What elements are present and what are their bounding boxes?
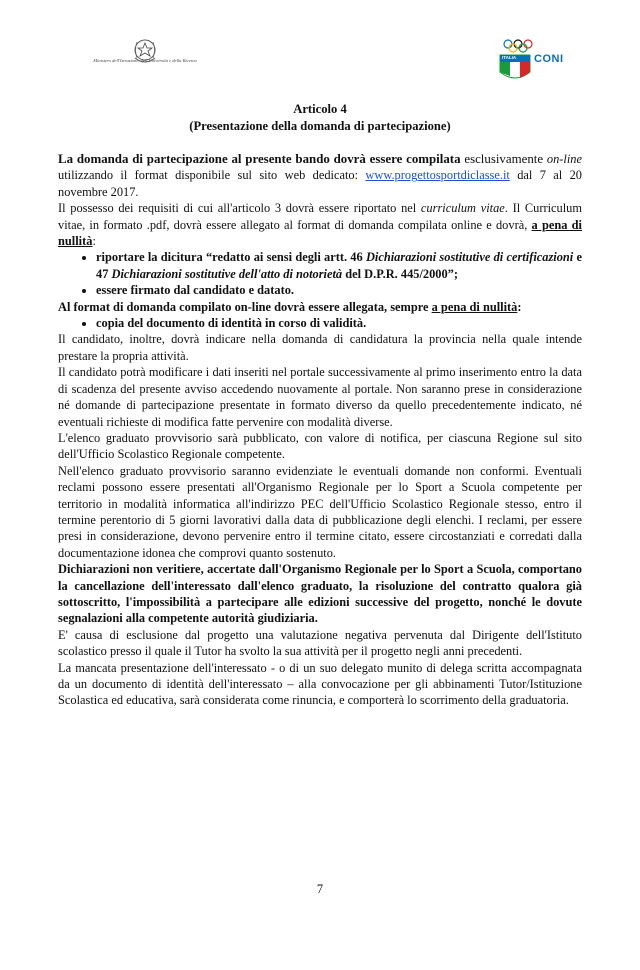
- attachment-list: [58, 315, 582, 331]
- paragraph-2: [58, 200, 582, 249]
- paragraph-4: Il candidato, inoltre, dovrà indicare nella domanda di candidatura la provincia nella quale intende prestare la propria attività.: [58, 332, 582, 363]
- paragraph-6: L'elenco graduato provvisorio sarà pubblicato, con valore di notifica, per ciascuna Regione sul sito dell'Ufficio Scolastico Regionale competente.: [58, 430, 582, 462]
- project-website-link[interactable]: www.progettosportdiclasse.it: [365, 168, 510, 183]
- p2-text-a: Il possesso dei requisiti di cui all'articolo 3 dovrà essere riportato nel: [58, 201, 421, 216]
- page-header: [0, 18, 640, 78]
- cv-requirements-list: [58, 249, 582, 298]
- list-item: • essere firmato dal candidato e datato.: [96, 282, 582, 298]
- paragraph-8: Dichiarazioni non veritiere, accertate dall'Organismo Regionale per lo Sport a Scuola, comportano la cancellazione dell'interessato dall'elenco graduato, la risoluzione del contratto qualora già sottoscritto, l'impossibilità a partecipare alle edizioni successive del progetto, nonché le dovute segnalazioni alla competente autorità giudiziaria.: [58, 562, 582, 626]
- coni-wordmark: CONI: [534, 53, 564, 65]
- p3-text-a: Al format di domanda compilato on-line dovrà essere allegata, sempre: [58, 299, 432, 314]
- paragraph-9: E' causa di esclusione dal progetto una valutazione negativa pervenuta dal Dirigente dell'Istituto scolastico presso il quale il Tutor ha svolto la sua attività per il progetto negli anni precedenti.: [58, 627, 582, 659]
- article-heading: [58, 101, 582, 135]
- paragraph-10: La mancata presentazione dell'interessato - o di un suo delegato munito di delega scritta accompagnata da un documento di identità dell'interessato – alla convocazione per gli abbinamenti Tutor/Istituzione Scolastica ed educativa, sarà considerata come rinuncia, e comporterà lo scorrimento della graduatoria.: [58, 660, 582, 708]
- article-subtitle: (Presentazione della domanda di partecipazione): [189, 119, 451, 133]
- paragraph-5: Il candidato potrà modificare i dati inseriti nel portale successivamente al primo inserimento entro la data di scadenza del presente avviso accedendo nuovamente al portale. Non saranno prese in considerazione né domande di partecipazione presentate in formato diverso da quello precedentemente indicato, né eventuali richieste di modifica fatte pervenire con modalità diverse.: [58, 365, 582, 429]
- ministry-caption: Ministero dell'Istruzione, dell'Università e della Ricerca: [93, 58, 197, 63]
- p1-text-c: dal 7 al 20 novembre 2017.: [58, 168, 582, 199]
- p2-text-b: . Il Curriculum vitae, in formato .pdf, dovrà essere allegato al format di domanda compilata online e dovrà,: [58, 201, 582, 232]
- p1-bold-text: La domanda di partecipazione al presente bando dovrà essere compilata: [58, 152, 461, 166]
- p2-penalty-text: a pena di nullità: [58, 217, 582, 249]
- page-number: 7: [316, 882, 324, 896]
- p3-penalty-text: a pena di nullità: [431, 299, 518, 314]
- italia-label: ITALIA: [502, 55, 517, 60]
- p1-online-text: on-line: [546, 152, 583, 166]
- p2-text-c: :: [92, 234, 96, 249]
- p1-text-b: utilizzando il format disponibile sul sito web dedicato:: [58, 168, 366, 183]
- paragraph-1: [58, 151, 582, 200]
- list-item: • copia del documento di identità in corso di validità.: [96, 315, 582, 331]
- paragraph-3: [58, 299, 582, 315]
- p3-text-b: :: [517, 299, 522, 314]
- paragraph-7: Nell'elenco graduato provvisorio saranno evidenziate le eventuali domande non conformi. Eventuali reclami possono essere presentati all'Organismo Regionale per lo Sport a Scuola competente per territorio in modalità informatica all'indirizzo PEC dell'Ufficio Scolastico Regionale stesso, entro il termine perentorio di 5 giorni lavorativi dalla data di pubblicazione degli elenchi. I reclami, per essere presi in considerazione, devono pervenire entro il termine citato, essere circostanziati e corredati dalla documentazione idonea che comprovi quanto sostenuto.: [58, 463, 582, 560]
- article-body: [58, 151, 582, 709]
- list-item: • riportare la dicitura “redatto ai sensi degli artt. 46 Dichiarazioni sostitutive di certificazioni e 47 Dichiarazioni sostitutive dell'atto di notorietà del D.P.R. 445/2000”;: [96, 249, 582, 282]
- article-title: Articolo 4: [293, 102, 347, 116]
- p2-cv-text: curriculum vitae: [420, 201, 505, 216]
- p1-text-a: esclusivamente: [460, 152, 547, 166]
